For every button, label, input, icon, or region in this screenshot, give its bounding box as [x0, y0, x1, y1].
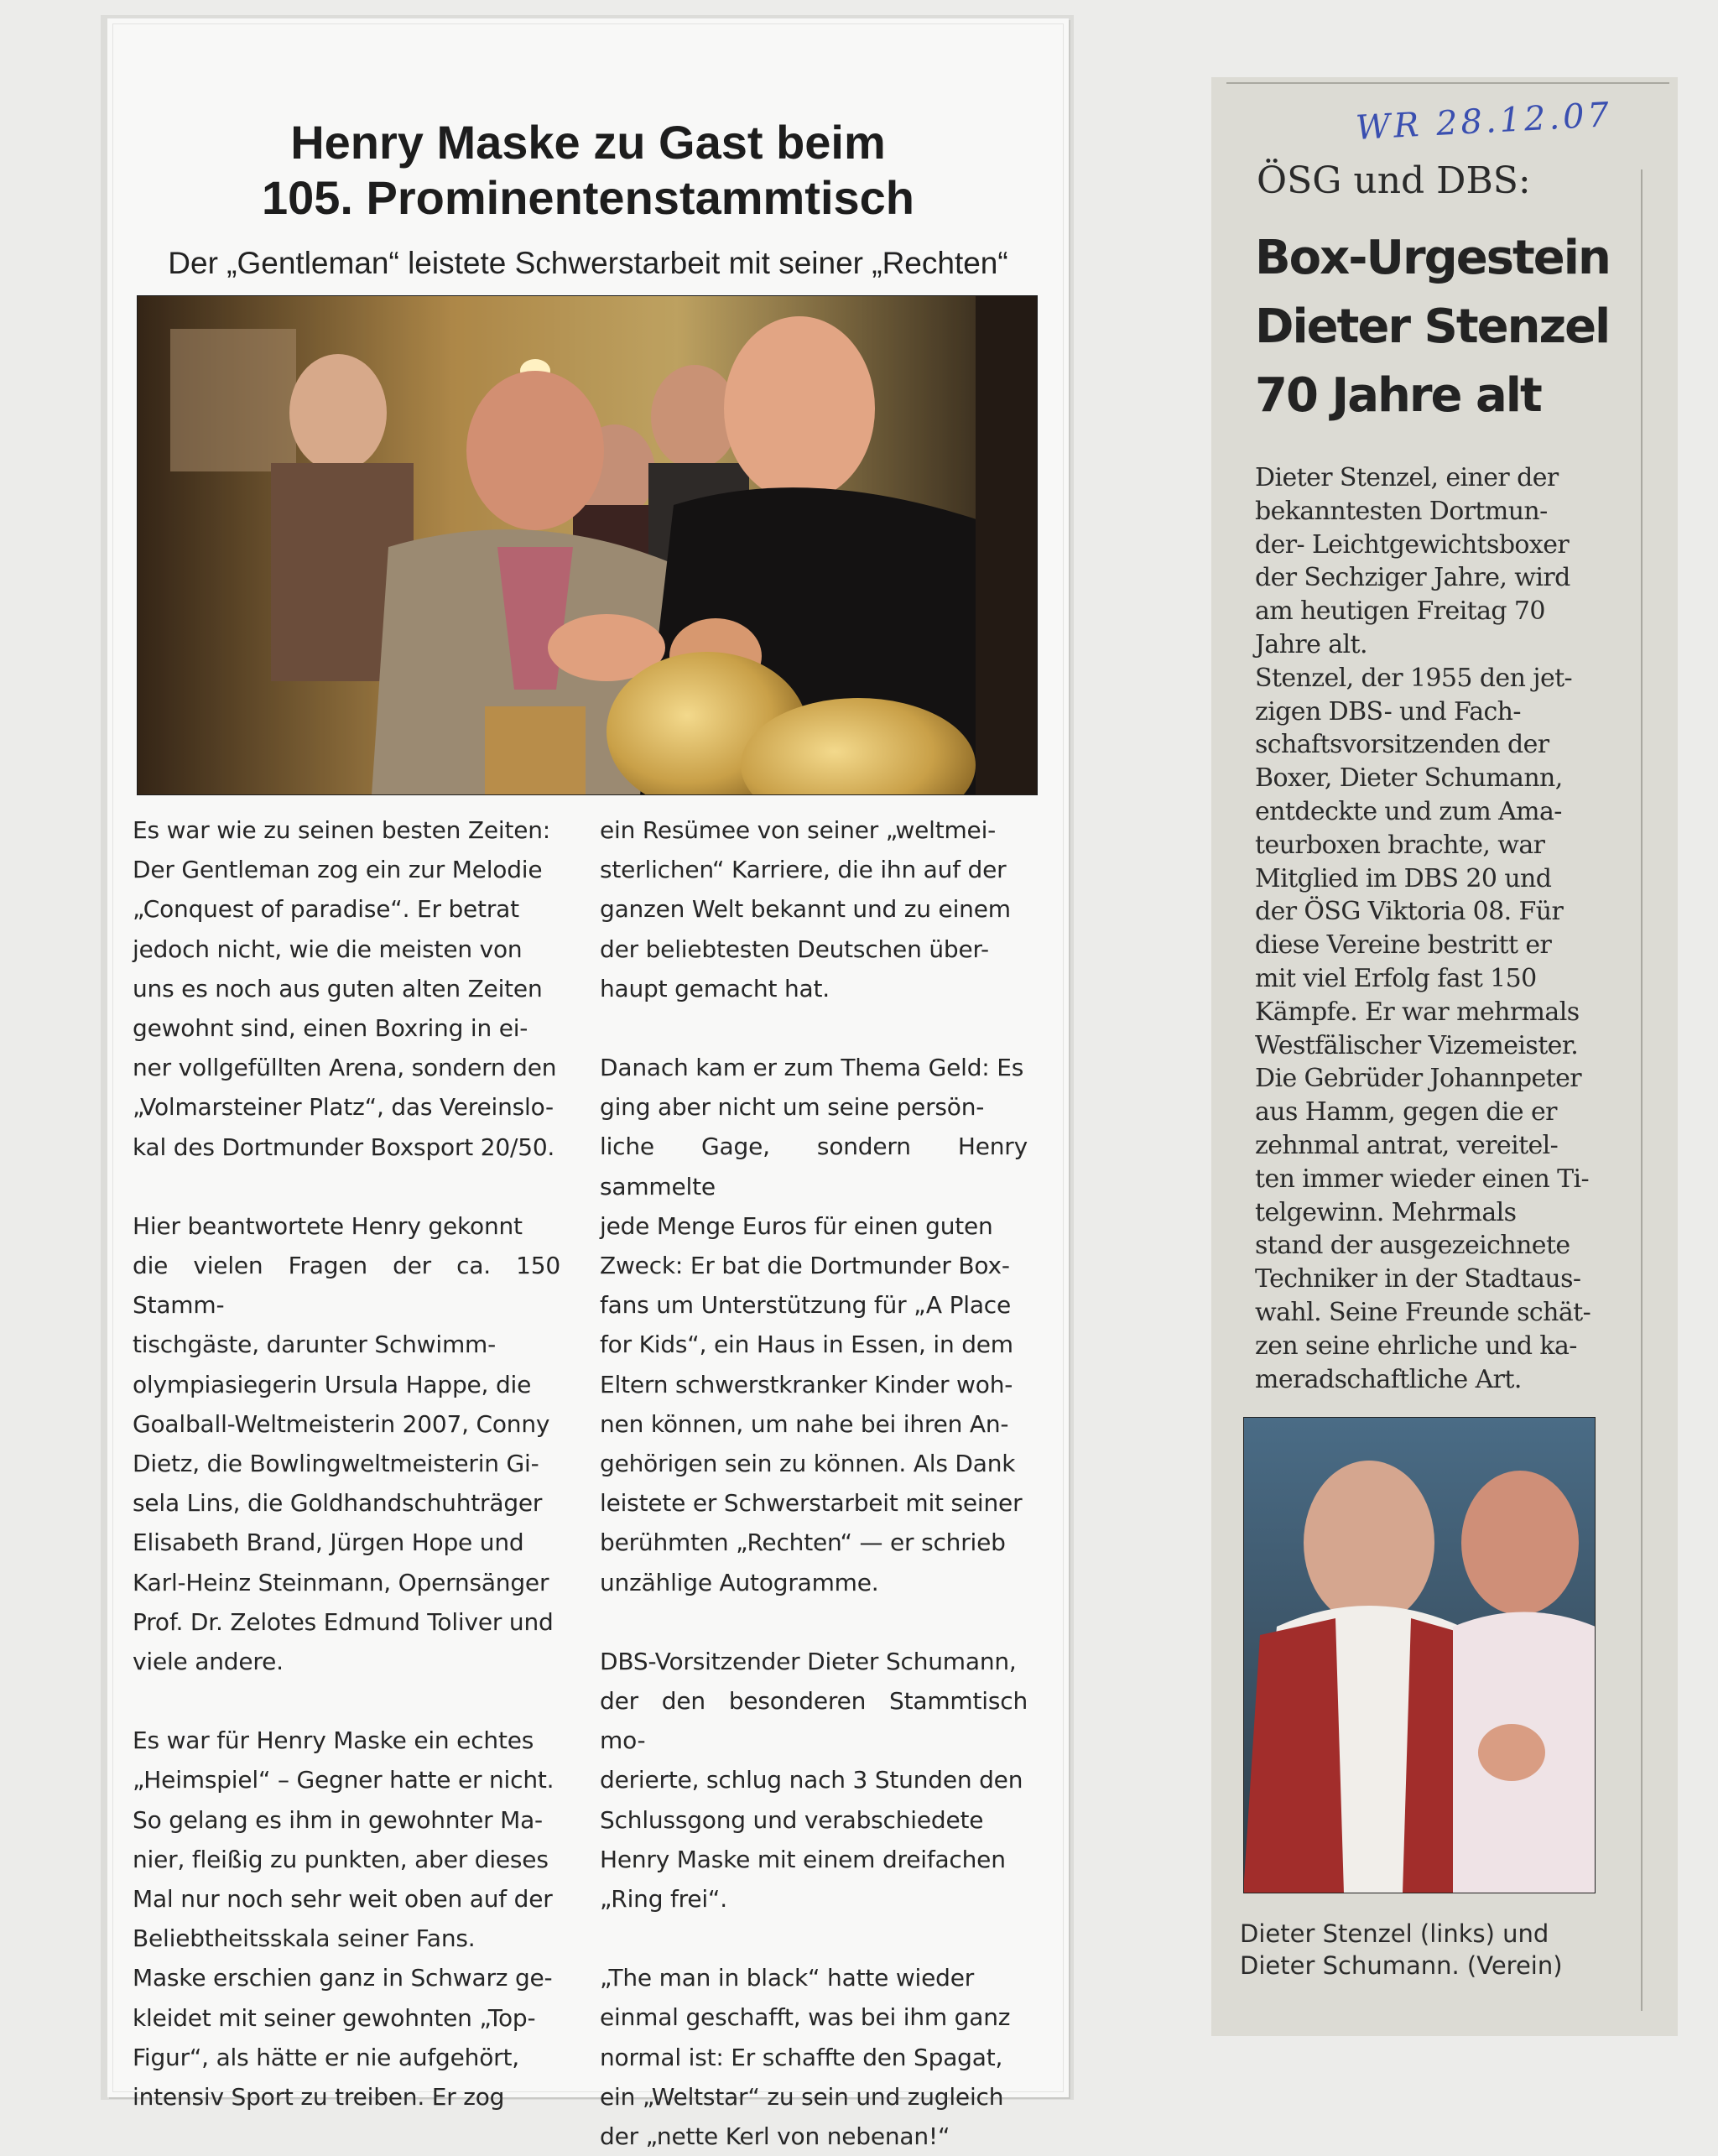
- text-line: gewohnt sind, einen Boxring in ei-: [133, 1014, 528, 1043]
- text-line: der- Leichtgewichtsboxer: [1255, 529, 1570, 560]
- text-line: ner vollgefüllten Arena, sondern den: [133, 1054, 557, 1082]
- handwritten-date: WR 28.12.07: [1355, 96, 1614, 148]
- text-line: Hier beantwortete Henry gekonnt: [133, 1211, 523, 1240]
- text-line: Westfälischer Vizemeister.: [1255, 1030, 1579, 1060]
- top-rule: [1226, 82, 1669, 84]
- text-line: der beliebtesten Deutschen über-: [600, 935, 989, 963]
- text-line: kal des Dortmunder Boxsport 20/50.: [133, 1133, 555, 1161]
- text-line: uns es noch aus guten alten Zeiten: [133, 974, 543, 1002]
- text-line: normal ist: Er schaffte den Spagat,: [600, 2043, 1003, 2071]
- text-line: der ÖSG Viktoria 08. Für: [1255, 897, 1564, 927]
- text-line: meradschaftliche Art.: [1255, 1364, 1522, 1394]
- text-line: kleidet mit seiner gewohnten „Top-: [133, 2003, 536, 2032]
- text-line: Der Gentleman zog ein zur Melodie: [133, 856, 543, 884]
- news-headline-line: 70 Jahre alt: [1255, 368, 1541, 423]
- text-line: „Conquest of paradise“. Er betrat: [133, 895, 519, 924]
- paragraph-gap: [600, 1919, 1028, 1958]
- text-line: viele andere.: [133, 1648, 284, 1676]
- text-line: der Sechziger Jahre, wird: [1255, 563, 1570, 593]
- text-line: Schlussgong und verabschiedete: [600, 1805, 984, 1834]
- event-photo: [137, 295, 1038, 795]
- text-line: Stenzel, der 1955 den jet-: [1255, 663, 1573, 693]
- photo-caption: [1240, 1918, 1563, 1982]
- text-line: for Kids“, ein Haus in Essen, in dem: [600, 1331, 1013, 1359]
- text-line: „Volmarsteiner Platz“, das Vereinslo-: [133, 1093, 554, 1122]
- text-line: Danach kam er zum Thema Geld: Es: [600, 1054, 1024, 1082]
- text-line: zen seine ehrliche und ka-: [1255, 1331, 1577, 1361]
- text-line: stand der ausgezeichnete: [1255, 1231, 1570, 1261]
- text-line: jede Menge Euros für einen guten: [600, 1211, 993, 1240]
- text-line: intensiv Sport zu treiben. Er zog: [133, 2083, 505, 2112]
- paragraph-gap: [600, 1602, 1028, 1642]
- text-line: mit viel Erfolg fast 150: [1255, 963, 1537, 993]
- text-line: sterlichen“ Karriere, die ihn auf der: [600, 856, 1007, 884]
- article-kicker: ÖSG und DBS:: [1257, 159, 1531, 202]
- text-line: Karl-Heinz Steinmann, Opernsänger: [133, 1568, 549, 1596]
- article-headline: [107, 115, 1069, 226]
- text-line: Henry Maske mit einem dreifachen: [600, 1845, 1006, 1873]
- text-line: Jahre alt.: [1255, 629, 1367, 659]
- text-line: telgewinn. Mehrmals: [1255, 1197, 1517, 1227]
- text-line: ein Resümee von seiner „weltmei-: [600, 816, 997, 844]
- article-subheadline: Der „Gentleman“ leistete Schwerstarbeit mit seiner „Rechten“: [168, 246, 1008, 280]
- caption-line: Dieter Schumann. (Verein): [1240, 1951, 1563, 1980]
- text-line: Figur“, als hätte er nie aufgehört,: [133, 2043, 519, 2071]
- headline-line-2: 105. Prominentenstammtisch: [261, 171, 915, 224]
- text-line: „The man in black“ hatte wieder: [600, 1964, 975, 1992]
- text-line: Mitglied im DBS 20 und: [1255, 863, 1552, 893]
- text-line: Die Gebrüder Johannpeter: [1255, 1064, 1582, 1094]
- text-line: Techniker in der Stadtaus-: [1255, 1264, 1581, 1294]
- news-headline: [1255, 224, 1610, 430]
- text-line: entdeckte und zum Ama-: [1255, 796, 1562, 826]
- text-line: leistete er Schwerstarbeit mit seiner: [600, 1489, 1023, 1518]
- caption-line: Dieter Stenzel (links) und: [1240, 1919, 1549, 1948]
- news-body: [1255, 461, 1612, 1396]
- text-line: teurboxen brachte, war: [1255, 830, 1545, 860]
- text-line: tischgäste, darunter Schwimm-: [133, 1331, 497, 1359]
- news-headline-line: Dieter Stenzel: [1255, 299, 1610, 354]
- text-line: Es war für Henry Maske ein echtes: [133, 1726, 534, 1755]
- article-column-1: [133, 810, 560, 2117]
- news-headline-line: Box-Urgestein: [1255, 231, 1610, 285]
- headline-line-1: Henry Maske zu Gast beim: [290, 116, 886, 169]
- text-line: Boxer, Dieter Schumann,: [1255, 763, 1563, 794]
- text-line: Eltern schwerstkranker Kinder woh-: [600, 1370, 1013, 1398]
- article-column-2: [600, 810, 1028, 2156]
- text-line: gehörigen sein zu können. Als Dank: [600, 1450, 1016, 1478]
- text-line: DBS-Vorsitzender Dieter Schumann,: [600, 1647, 1017, 1675]
- text-line: So gelang es ihm in gewohnter Ma-: [133, 1805, 543, 1834]
- paragraph-gap: [600, 1008, 1028, 1048]
- text-line: „Heimspiel“ – Gegner hatte er nicht.: [133, 1766, 554, 1794]
- text-line: bekanntesten Dortmun-: [1255, 496, 1548, 526]
- text-line: einmal geschafft, was bei ihm ganz: [600, 2003, 1011, 2032]
- text-line: derierte, schlug nach 3 Stunden den: [600, 1766, 1023, 1794]
- text-line: Prof. Dr. Zelotes Edmund Toliver und: [133, 1607, 554, 1636]
- text-line: Mal nur noch sehr weit oben auf der: [133, 1885, 553, 1914]
- text-line: Goalball-Weltmeisterin 2007, Conny: [133, 1409, 550, 1438]
- text-line: Elisabeth Brand, Jürgen Hope und: [133, 1528, 524, 1557]
- text-line: diese Vereine bestritt er: [1255, 930, 1552, 961]
- text-line: am heutigen Freitag 70: [1255, 596, 1545, 627]
- text-line: Beliebtheitsskala seiner Fans.: [133, 1924, 476, 1953]
- text-line: berühmten „Rechten“ — er schrieb: [600, 1528, 1006, 1557]
- text-line: ten immer wieder einen Ti-: [1255, 1164, 1590, 1194]
- paragraph-gap: [133, 1167, 560, 1206]
- text-line: unzählige Autogramme.: [600, 1568, 879, 1596]
- text-line: Es war wie zu seinen besten Zeiten:: [133, 816, 551, 844]
- text-line: nen können, um nahe bei ihren An-: [600, 1409, 1009, 1438]
- portrait-photo: [1243, 1417, 1596, 1893]
- paragraph-gap: [133, 1681, 560, 1721]
- text-line: haupt gemacht hat.: [600, 974, 830, 1002]
- text-line: liche Gage, sondern Henry sammelte: [600, 1133, 1028, 1200]
- newspaper-clipping: [1211, 77, 1678, 2036]
- text-line: olympiasiegerin Ursula Happe, die: [133, 1370, 532, 1398]
- text-line: Kämpfe. Er war mehrmals: [1255, 997, 1580, 1027]
- text-line: Zweck: Er bat die Dortmunder Box-: [600, 1252, 1010, 1280]
- text-line: der den besonderen Stammtisch mo-: [600, 1687, 1028, 1755]
- text-line: jedoch nicht, wie die meisten von: [133, 935, 523, 963]
- text-line: fans um Unterstützung für „A Place: [600, 1291, 1012, 1320]
- text-line: Maske erschien ganz in Schwarz ge-: [133, 1964, 553, 1992]
- text-line: ging aber nicht um seine persön-: [600, 1093, 985, 1122]
- text-line: „Ring frei“.: [600, 1885, 727, 1914]
- text-line: aus Hamm, gegen die er: [1255, 1097, 1557, 1127]
- text-line: der „nette Kerl von nebenan!“: [600, 2122, 950, 2151]
- text-line: wahl. Seine Freunde schät-: [1255, 1297, 1591, 1327]
- text-line: sela Lins, die Goldhandschuhträger: [133, 1489, 543, 1518]
- text-line: zigen DBS- und Fach-: [1255, 696, 1521, 726]
- text-line: schaftsvorsitzenden der: [1255, 730, 1549, 760]
- column-rule: [1641, 169, 1643, 2011]
- text-line: zehnmal antrat, vereitel-: [1255, 1130, 1559, 1160]
- text-line: die vielen Fragen der ca. 150 Stamm-: [133, 1252, 560, 1320]
- text-line: ganzen Welt bekannt und zu einem: [600, 895, 1011, 924]
- text-line: nier, fleißig zu punkten, aber dieses: [133, 1845, 549, 1873]
- magazine-clipping: [107, 18, 1069, 2151]
- text-line: ein „Weltstar“ zu sein und zugleich: [600, 2082, 1004, 2111]
- text-line: Dieter Stenzel, einer der: [1255, 463, 1559, 492]
- text-line: Dietz, die Bowlingweltmeisterin Gi-: [133, 1450, 539, 1478]
